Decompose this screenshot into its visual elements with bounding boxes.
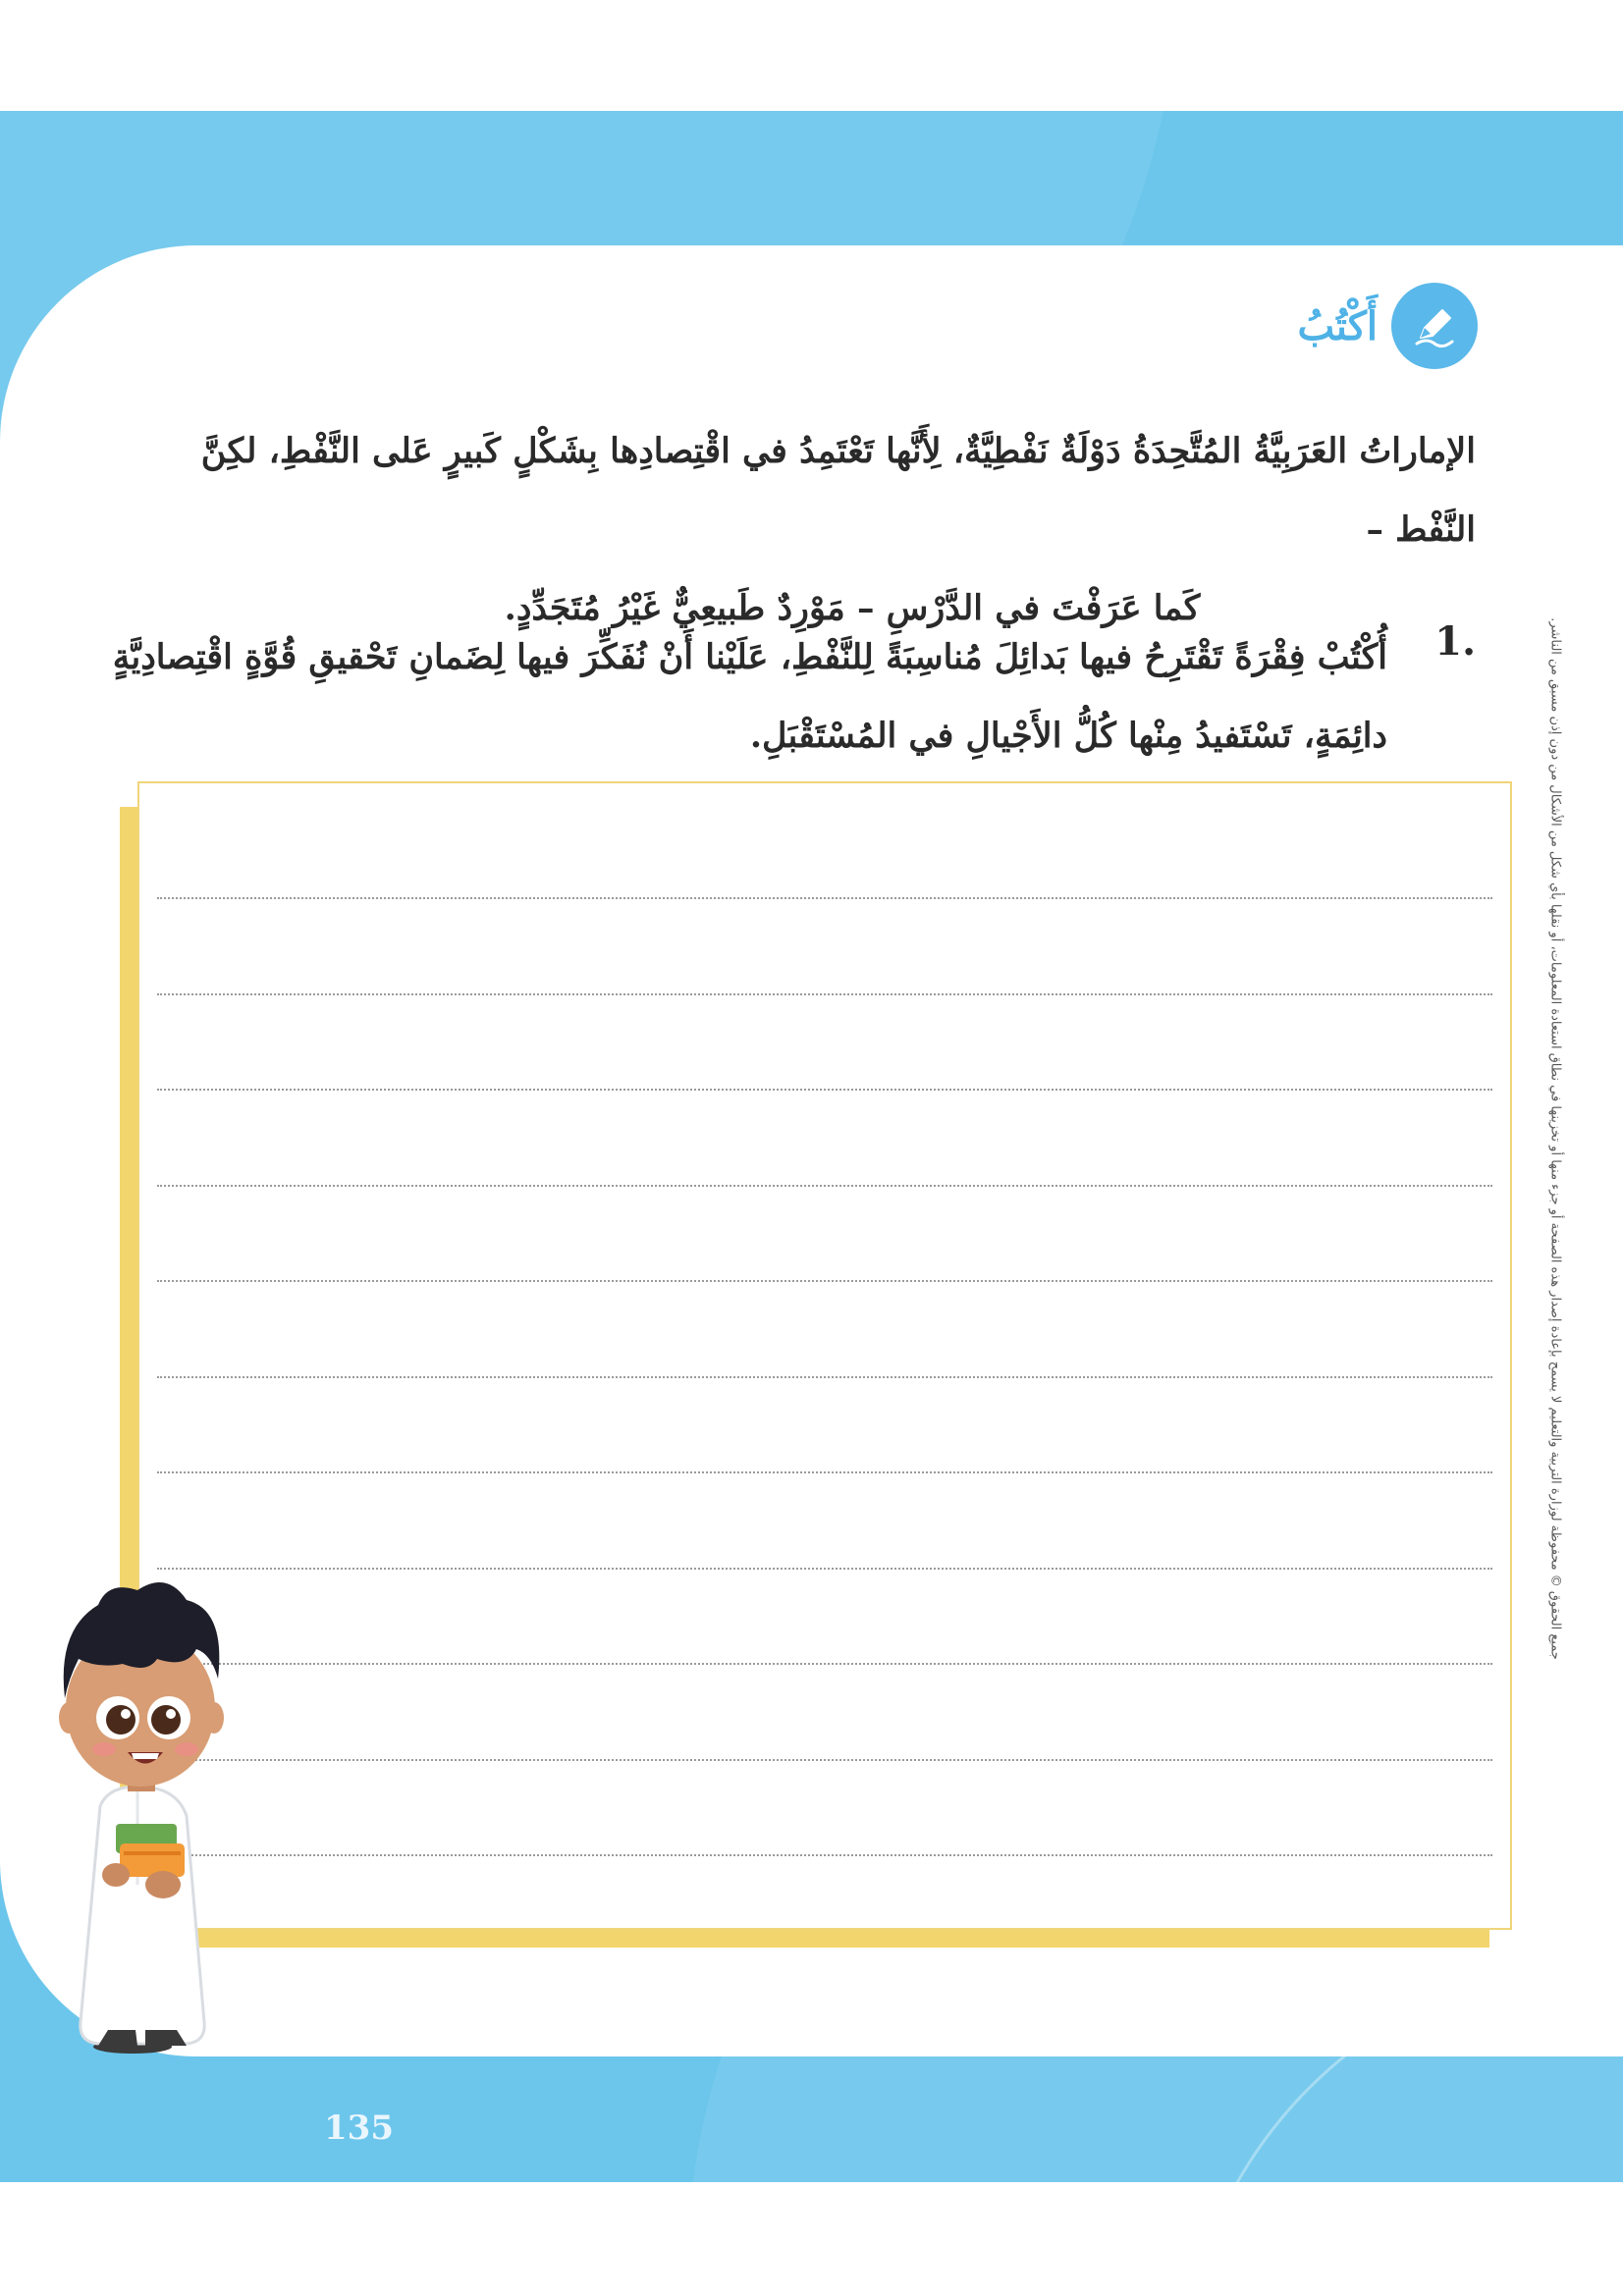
question-number: 1. — [1434, 618, 1476, 665]
pencil-write-icon — [1391, 283, 1478, 369]
ruled-line — [157, 1376, 1492, 1378]
intro-line: كَما عَرَفْتَ في الدَّرْسِ – مَوْرِدٌ طَبيعِيٌّ غَيْرُ مُتَجَدِّدٍ. — [504, 588, 1201, 628]
ruled-line — [157, 1663, 1492, 1665]
section-title: أَكْتُبُ — [1297, 302, 1378, 349]
section-heading — [1297, 283, 1478, 369]
ruled-line — [157, 1471, 1492, 1473]
boy-illustration — [39, 1561, 275, 2061]
ruled-line — [157, 1185, 1492, 1187]
page-number: 135 — [324, 2109, 394, 2148]
ruled-line — [157, 993, 1492, 995]
question-1 — [111, 618, 1476, 775]
ruled-line — [157, 897, 1492, 899]
intro-paragraph — [111, 412, 1476, 648]
intro-line: الإماراتُ العَرَبِيَّةُ المُتَّحِدَةُ دَوْلَةٌ نَفْطِيَّةٌ، لِأَنَّها تَعْتَمِدُ في اقْتِصادِها بِشَكْلٍ كَبيرٍ عَلى النَّفْطِ، لكِنَّ النَّفْط – — [200, 431, 1476, 550]
answer-writing-area[interactable] — [137, 781, 1512, 1930]
question-line: دائِمَةٍ، تَسْتَفيدُ مِنْها كُلُّ الأَجْيالِ في المُسْتَقْبَلِ. — [749, 716, 1387, 756]
question-text — [111, 618, 1387, 775]
ruled-line — [157, 1568, 1492, 1570]
top-margin — [0, 0, 1623, 111]
ruled-line — [157, 1089, 1492, 1091]
ruled-line — [157, 1759, 1492, 1761]
bottom-margin — [0, 2182, 1623, 2296]
ruled-line — [157, 1854, 1492, 1856]
ruled-line — [157, 1280, 1492, 1282]
question-line: أُكْتُبْ فِقْرَةً تَقْتَرِحُ فيها بَدائِلَ مُناسِبَةً لِلنَّفْطِ، عَلَيْنا أَنْ نُفَكِّرَ فيها لِضَمانِ تَحْقيقِ قُوَّةٍ اقْتِصادِيَّةٍ — [112, 637, 1387, 677]
copyright-notice: جميع الحقوق © محفوظة لوزارة التربية والتعليم لا يسمح بإعادة إصدار هذه الصفحة أو جزء منها أو تخزينها في نطاق استعادة المعلومات، أو نقلها بأي شكل من الأشكال من دون إذن مسبق من الناشر. — [1547, 617, 1563, 1660]
